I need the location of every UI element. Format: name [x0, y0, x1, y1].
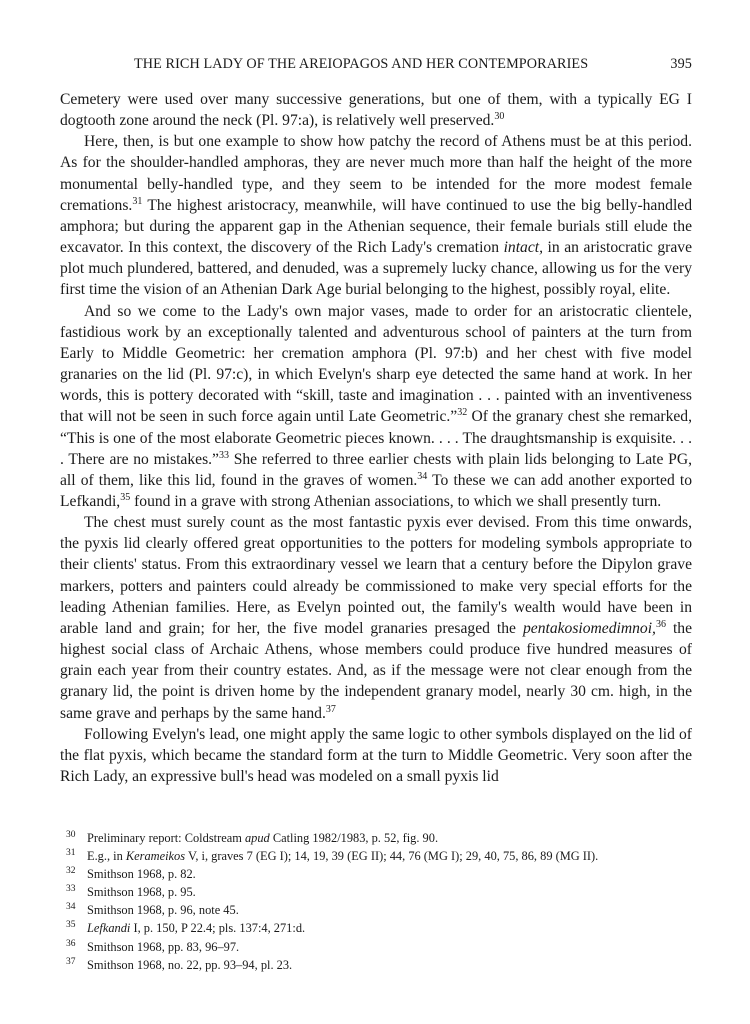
- paragraph-5: [60, 724, 692, 787]
- footnote-text: Catling 1982/1983, p. 52, fig. 90.: [269, 831, 439, 845]
- footnote-text: Smithson 1968, p. 82.: [87, 867, 196, 882]
- footnote-text: V, i, graves 7 (EG I); 14, 19, 39 (EG II); 44, 76 (MG I); 29, 40, 75, 86, 89 (MG II).: [185, 849, 599, 864]
- footnote-number: 30: [66, 830, 76, 840]
- footnote-italic: apud: [244, 831, 270, 845]
- footnote-text: Smithson 1968, p. 96, note 45.: [87, 903, 239, 918]
- italic-pentakosiomedimnoi: pentakosiomedimnoi,: [522, 619, 656, 637]
- footnote-33: [66, 883, 692, 901]
- footnote-37: [66, 956, 692, 974]
- paragraph-text: To these we can add another exported to Lefkandi,: [60, 471, 692, 510]
- footnote-ref-33: 33: [218, 449, 229, 461]
- footnote-ref-31: 31: [132, 195, 143, 207]
- footnote-ref-37: 37: [325, 703, 336, 715]
- footnote-36: [66, 938, 692, 956]
- footnote-text: E.g., in: [87, 849, 126, 864]
- footnote-ref-35: 35: [120, 491, 131, 503]
- footnote-31: [66, 847, 692, 865]
- footnote-number: 33: [66, 884, 76, 895]
- footnote-text: Smithson 1968, no. 22, pp. 93–94, pl. 23.: [87, 957, 293, 972]
- paragraph-4: [60, 512, 692, 724]
- footnote-text: Preliminary report: Coldstream: [87, 831, 245, 845]
- footnote-35: [66, 919, 692, 937]
- running-head-title: THE RICH LADY OF THE AREIOPAGOS AND HER CONTEMPORARIES: [134, 56, 589, 72]
- running-head: [60, 56, 692, 76]
- footnote-ref-36: 36: [655, 618, 666, 630]
- footnote-number: 32: [66, 866, 76, 877]
- paragraph-1: [60, 89, 692, 131]
- paragraph-text: Following Evelyn's lead, one might apply the same logic to other symbols displayed on the lid of the flat pyxis, which became the standard form at the turn to Middle Geometric. Very soon after the Rich Lady, an expressive bull's head was modeled on a small pyxis lid: [60, 725, 692, 785]
- italic-intact: intact,: [503, 239, 543, 257]
- footnote-text: Smithson 1968, p. 95.: [87, 885, 196, 900]
- footnote-number: 31: [66, 848, 76, 859]
- paragraph-2: [60, 131, 692, 300]
- footnote-italic: Lefkandi: [87, 921, 131, 936]
- footnote-number: 36: [66, 938, 76, 949]
- paragraph-3: [60, 301, 692, 513]
- footnote-number: 34: [66, 902, 76, 913]
- footnote-text: I, p. 150, P 22.4; pls. 137:4, 271:d.: [130, 921, 306, 936]
- paragraph-text: found in a grave with strong Athenian associations, to which we shall presently turn.: [130, 492, 662, 510]
- footnote-ref-30: 30: [494, 111, 505, 123]
- paragraph-text: And so we come to the Lady's own major vases, made to order for an aristocratic clientele, fastidious work by an exceptionally talented and adventurous school of painters at the turn from Early to Middle Geometric: her cremation amphora (Pl. 97:b) and her chest with five model granaries on the lid (Pl. 97:c), in which Evelyn's sharp eye detected the same hand at work. In her words, this is pottery decorated with “skill, taste and imagination . . . painted with an inventiveness that will not be seen in such force again until Late Geometric.”: [60, 302, 692, 426]
- footnote-30: [66, 829, 692, 847]
- footnote-ref-34: 34: [417, 470, 428, 482]
- paragraph-text: Here, then, is but one example to show how patchy the record of Athens must be at this period. As for the shoulder-handled amphoras, they are never much more than half the height of the more monumental belly-handled type, and they seem to be intended for the more modest female cremations.: [60, 133, 692, 214]
- footnotes: [66, 829, 692, 974]
- body-text: [60, 89, 692, 787]
- paragraph-text: The chest must surely count as the most fantastic pyxis ever devised. From this time onwards, the pyxis lid clearly offered great opportunities to the potters for modeling symbols appropriate to their clients' status. From this extraordinary vessel we learn that a century before the Dipylon grave markers, potters and painters could already be commissioned to make very special efforts for the leading Athenian families. Here, as Evelyn pointed out, the family's wealth would have been in arable land and grain; for her, the five model granaries presaged the: [60, 514, 692, 637]
- footnote-ref-32: 32: [457, 407, 468, 419]
- footnote-32: [66, 865, 692, 883]
- paragraph-text: in an aristocratic grave plot much plundered, battered, and denuded, was a supremely lucky chance, allowing us for the very first time the vision of an Athenian Dark Age burial belonging to the highest, possibly royal, elite.: [60, 239, 692, 299]
- paragraph-text: Of the granary chest she remarked, “This is one of the most elaborate Geometric pieces known. . . . The draughtsmanship is exquisite. . . . There are no mistakes.”: [60, 408, 692, 468]
- page-number: 395: [670, 56, 692, 72]
- footnote-italic: Kerameikos: [125, 849, 186, 864]
- footnote-text: Smithson 1968, pp. 83, 96–97.: [87, 939, 240, 954]
- footnote-34: [66, 901, 692, 919]
- footnote-number: 35: [66, 920, 76, 931]
- paragraph-text: She referred to three earlier chests with plain lids belonging to Late PG, all of them, like this lid, found in the graves of women.: [60, 450, 692, 489]
- paragraph-text: The highest aristocracy, meanwhile, will have continued to use the big belly-handled amphora; but during the apparent gap in the Athenian sequence, their female burials still elude the excavator. In this context, the discovery of the Rich Lady's cremation: [60, 196, 692, 257]
- footnote-number: 37: [66, 956, 76, 967]
- paragraph-text: Cemetery were used over many successive generations, but one of them, with a typically EG I dogtooth zone around the neck (Pl. 97:a), is relatively well preserved.: [60, 91, 692, 130]
- paragraph-text: the highest social class of Archaic Athens, whose members could produce five hundred measures of grain each year from their country estates. And, as if the message were not clear enough from the granary lid, the point is driven home by the independent granary model, nearly 30 cm. high, in the same grave and perhaps by the same hand.: [60, 619, 692, 722]
